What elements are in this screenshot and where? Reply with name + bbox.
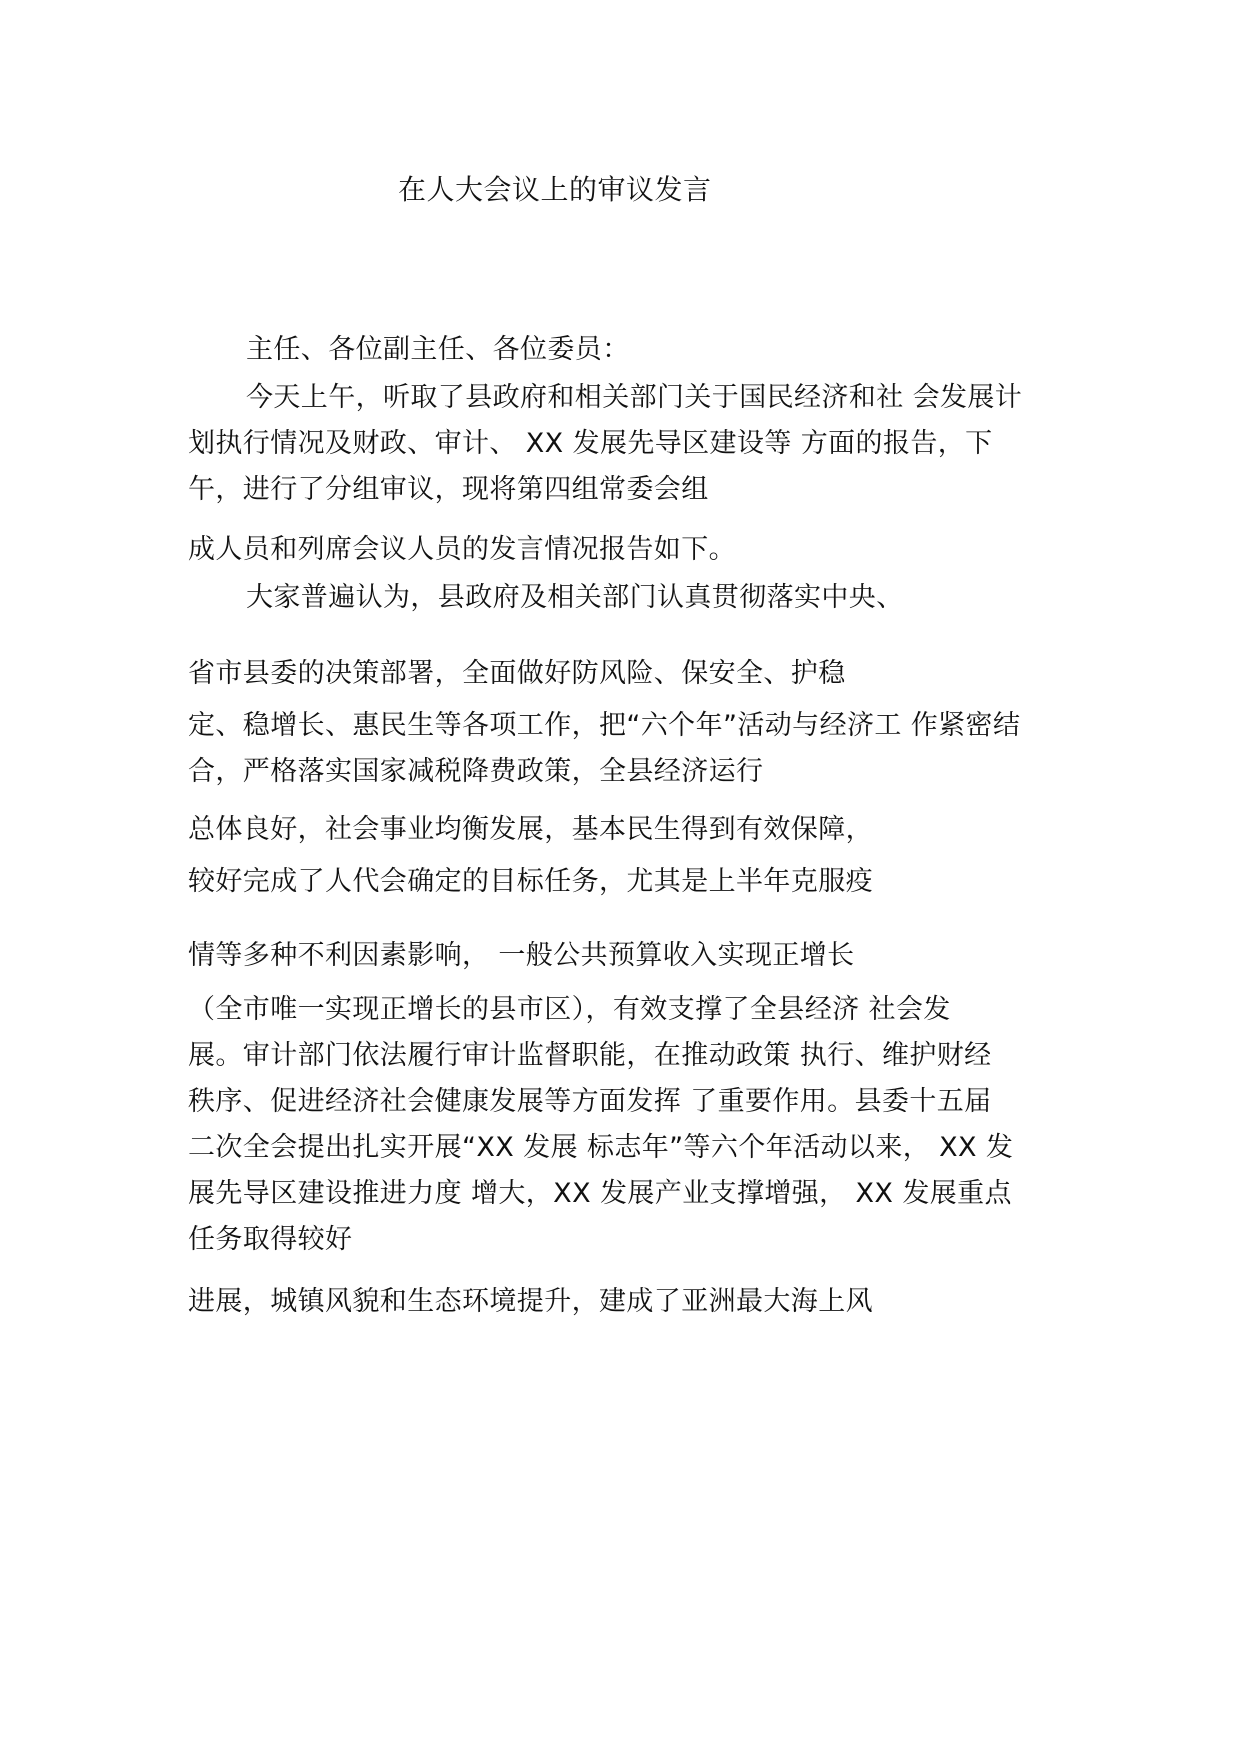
paragraph-line: 定、稳增长、惠民生等各项工作，把“六个年”活动与经济工 作紧密结	[188, 710, 1021, 741]
paragraph-line: 合，严格落实国家减税降费政策，全县经济运行	[188, 756, 764, 787]
salutation-line: 主任、各位副主任、各位委员：	[246, 334, 630, 365]
paragraph-line: 进展，城镇风貌和生态环境提升，建成了亚洲最大海上风	[188, 1286, 873, 1317]
paragraph-line: 划执行情况及财政、审计、 XX 发展先导区建设等 方面的报告，下	[188, 428, 993, 459]
paragraph-line: 展先导区建设推进力度 增大，XX 发展产业支撑增强， XX 发展重点	[188, 1178, 1012, 1209]
paragraph-line: 午，进行了分组审议，现将第四组常委会组	[188, 474, 709, 505]
paragraph-line: 二次全会提出扎实开展“XX 发展 标志年”等六个年活动以来， XX 发	[188, 1132, 1014, 1163]
paragraph-line: 大家普遍认为，县政府及相关部门认真贯彻落实中央、	[246, 582, 904, 613]
document-title: 在人大会议上的审议发言	[398, 173, 712, 206]
paragraph-line: 今天上午，听取了县政府和相关部门关于国民经济和社 会发展计	[246, 382, 1023, 413]
paragraph-line: （全市唯一实现正增长的县市区），有效支撑了全县经济 社会发	[188, 994, 951, 1025]
paragraph-line: 较好完成了人代会确定的目标任务，尤其是上半年克服疫	[188, 866, 873, 897]
paragraph-line: 成人员和列席会议人员的发言情况报告如下。	[188, 534, 736, 565]
paragraph-line: 展。审计部门依法履行审计监督职能，在推动政策 执行、维护财经	[188, 1040, 992, 1071]
paragraph-line: 秩序、促进经济社会健康发展等方面发挥 了重要作用。县委十五届	[188, 1086, 992, 1117]
paragraph-line: 任务取得较好	[188, 1224, 353, 1255]
paragraph-line: 情等多种不利因素影响， 一般公共预算收入实现正增长	[188, 940, 855, 971]
paragraph-line: 总体良好，社会事业均衡发展，基本民生得到有效保障，	[188, 814, 873, 845]
paragraph-line: 省市县委的决策部署，全面做好防风险、保安全、护稳	[188, 658, 846, 689]
